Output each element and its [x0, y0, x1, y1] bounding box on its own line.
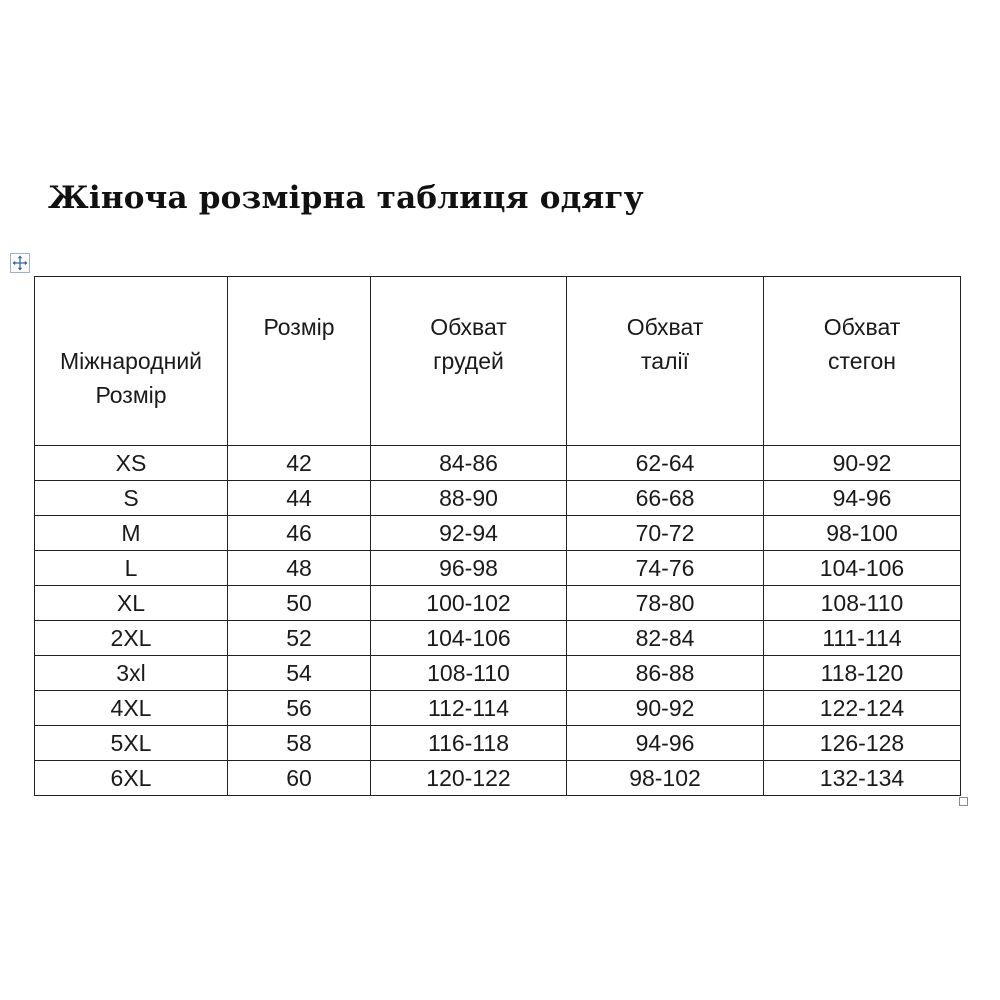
- move-arrows-icon: [12, 255, 28, 271]
- cell-hips: 126-128: [764, 726, 961, 761]
- cell-waist: 82-84: [567, 621, 764, 656]
- cell-waist: 66-68: [567, 481, 764, 516]
- header-bust: Обхват грудей: [371, 277, 567, 446]
- cell-bust: 92-94: [371, 516, 567, 551]
- table-row: [35, 726, 961, 761]
- cell-waist: 74-76: [567, 551, 764, 586]
- cell-waist: 98-102: [567, 761, 764, 796]
- cell-hips: 132-134: [764, 761, 961, 796]
- cell-bust: 112-114: [371, 691, 567, 726]
- table-row: [35, 656, 961, 691]
- header-international-size: Міжнародний Розмір: [35, 277, 228, 446]
- cell-waist: 62-64: [567, 446, 764, 481]
- table-resize-icon[interactable]: [959, 797, 968, 806]
- cell-size: 50: [228, 586, 371, 621]
- cell-size: 46: [228, 516, 371, 551]
- table-row: [35, 446, 961, 481]
- cell-hips: 108-110: [764, 586, 961, 621]
- cell-hips: 122-124: [764, 691, 961, 726]
- cell-size: 52: [228, 621, 371, 656]
- table-row: [35, 586, 961, 621]
- cell-international-size: XL: [35, 586, 228, 621]
- cell-bust: 120-122: [371, 761, 567, 796]
- table-row: [35, 551, 961, 586]
- cell-international-size: L: [35, 551, 228, 586]
- cell-bust: 108-110: [371, 656, 567, 691]
- cell-bust: 88-90: [371, 481, 567, 516]
- cell-size: 42: [228, 446, 371, 481]
- cell-bust: 96-98: [371, 551, 567, 586]
- cell-hips: 94-96: [764, 481, 961, 516]
- cell-size: 56: [228, 691, 371, 726]
- cell-international-size: M: [35, 516, 228, 551]
- cell-international-size: S: [35, 481, 228, 516]
- header-hips: Обхват стегон: [764, 277, 961, 446]
- cell-waist: 94-96: [567, 726, 764, 761]
- cell-waist: 70-72: [567, 516, 764, 551]
- size-table: [34, 276, 961, 796]
- cell-waist: 86-88: [567, 656, 764, 691]
- cell-hips: 98-100: [764, 516, 961, 551]
- page-title: Жіноча розмірна таблиця одягу: [48, 180, 644, 216]
- cell-international-size: 6XL: [35, 761, 228, 796]
- cell-bust: 84-86: [371, 446, 567, 481]
- table-row: [35, 691, 961, 726]
- cell-waist: 78-80: [567, 586, 764, 621]
- header-waist: Обхват талії: [567, 277, 764, 446]
- cell-hips: 111-114: [764, 621, 961, 656]
- cell-waist: 90-92: [567, 691, 764, 726]
- cell-size: 44: [228, 481, 371, 516]
- table-move-icon[interactable]: [10, 253, 30, 273]
- cell-hips: 104-106: [764, 551, 961, 586]
- cell-international-size: 5XL: [35, 726, 228, 761]
- cell-hips: 118-120: [764, 656, 961, 691]
- header-size: Розмір: [228, 277, 371, 446]
- table-header-row: [35, 277, 961, 446]
- cell-international-size: 3xl: [35, 656, 228, 691]
- cell-bust: 116-118: [371, 726, 567, 761]
- cell-international-size: 4XL: [35, 691, 228, 726]
- cell-size: 58: [228, 726, 371, 761]
- table-row: [35, 621, 961, 656]
- cell-hips: 90-92: [764, 446, 961, 481]
- cell-international-size: XS: [35, 446, 228, 481]
- table-row: [35, 481, 961, 516]
- cell-bust: 104-106: [371, 621, 567, 656]
- cell-bust: 100-102: [371, 586, 567, 621]
- table-row: [35, 761, 961, 796]
- cell-size: 60: [228, 761, 371, 796]
- cell-international-size: 2XL: [35, 621, 228, 656]
- cell-size: 48: [228, 551, 371, 586]
- cell-size: 54: [228, 656, 371, 691]
- table-row: [35, 516, 961, 551]
